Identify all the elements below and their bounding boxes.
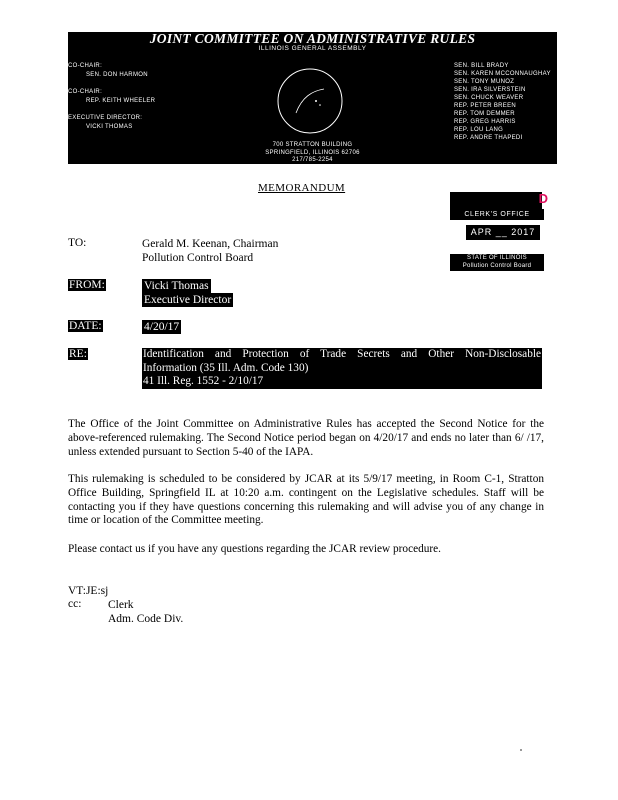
to-organization: Pollution Control Board bbox=[142, 252, 254, 264]
executive-director-label: EXECUTIVE DIRECTOR: bbox=[68, 115, 143, 121]
member: REP. PETER BREEN bbox=[454, 103, 517, 109]
stamp-agency: STATE OF ILLINOIS Pollution Control Board bbox=[450, 254, 544, 271]
co-chair-label-2: CO-CHAIR: bbox=[68, 89, 103, 95]
from-title: Executive Director bbox=[144, 294, 232, 306]
re-line-2: Information (35 Ill. Adm. Code 130) bbox=[143, 361, 309, 374]
memo-heading: MEMORANDUM bbox=[258, 182, 346, 194]
member: SEN. KAREN MCCONNAUGHAY bbox=[454, 71, 551, 77]
re-label: RE: bbox=[69, 348, 87, 360]
date-value: 4/20/17 bbox=[144, 321, 180, 333]
stamp-office: CLERK'S OFFICE bbox=[450, 209, 544, 220]
co-chair-name: SEN. DON HARMON bbox=[86, 71, 148, 78]
member: REP. LOU LANG bbox=[454, 127, 504, 133]
co-chair-label: CO-CHAIR: bbox=[68, 63, 103, 69]
member: REP. TOM DEMMER bbox=[454, 111, 515, 117]
to-label: TO: bbox=[68, 237, 87, 249]
to-name: Gerald M. Keenan, Chairman bbox=[142, 238, 279, 250]
state-seal-icon bbox=[276, 67, 344, 135]
cc-adm-code-div: Adm. Code Div. bbox=[108, 613, 184, 625]
scan-speck bbox=[520, 749, 522, 751]
body-paragraph-1: The Office of the Joint Committee on Administrative Rules has accepted the Second Notice for the above-referenced rulemaking. The Second Notice period began on 4/20/17 and ends no later than 6/ /17, unless extended pursuant to Section 5-40 of the IAPA. bbox=[68, 418, 544, 458]
from-name: Vicki Thomas bbox=[144, 280, 209, 292]
member: SEN. CHUCK WEAVER bbox=[454, 95, 524, 101]
member: REP. ANDRE THAPEDI bbox=[454, 135, 523, 141]
stamp-mark-icon: D bbox=[538, 191, 548, 206]
stamp-date: APR __ 2017 bbox=[466, 225, 540, 240]
cc-label: cc: bbox=[68, 598, 82, 610]
date-label: DATE: bbox=[69, 320, 102, 332]
committee-title: JOINT COMMITTEE ON ADMINISTRATIVE RULES bbox=[149, 31, 476, 46]
member: SEN. BILL BRADY bbox=[454, 63, 509, 69]
committee-subtitle: ILLINOIS GENERAL ASSEMBLY bbox=[258, 45, 367, 52]
re-subject bbox=[142, 348, 542, 389]
committee-address: 700 STRATTON BUILDING SPRINGFIELD, ILLINOIS 62706 217/785-2254 bbox=[265, 142, 360, 163]
co-chair-name-2: REP. KEITH WHEELER bbox=[86, 97, 156, 104]
re-line-3: 41 Ill. Reg. 1552 - 2/10/17 bbox=[143, 375, 264, 387]
body-paragraph-3: Please contact us if you have any questions regarding the JCAR review procedure. bbox=[68, 543, 442, 555]
re-line-1: Identification and Protection of Trade Secrets and Other Non-Disclosable bbox=[143, 348, 541, 360]
body-paragraph-2: This rulemaking is scheduled to be considered by JCAR at its 5/9/17 meeting, in Room C-1, Stratton Office Building, Springfield IL at 10:20 a.m. contingent on the Legislative schedules. Staff will be contacting you if they have questions concerning this rulemaking and will advise you of any change in time or location of the Committee meeting. bbox=[68, 473, 544, 527]
member: SEN. IRA SILVERSTEIN bbox=[454, 87, 526, 93]
received-stamp bbox=[450, 191, 548, 271]
initials: VT:JE:sj bbox=[68, 585, 109, 597]
officers-list bbox=[68, 62, 238, 131]
executive-director-name: VICKI THOMAS bbox=[86, 123, 133, 130]
members-list bbox=[454, 62, 564, 142]
member: SEN. TONY MUNOZ bbox=[454, 79, 515, 85]
from-label: FROM: bbox=[69, 279, 105, 291]
member: REP. GREG HARRIS bbox=[454, 119, 516, 125]
letterhead bbox=[68, 32, 557, 164]
stamp-header-bar bbox=[450, 191, 548, 209]
cc-clerk: Clerk bbox=[108, 599, 134, 611]
